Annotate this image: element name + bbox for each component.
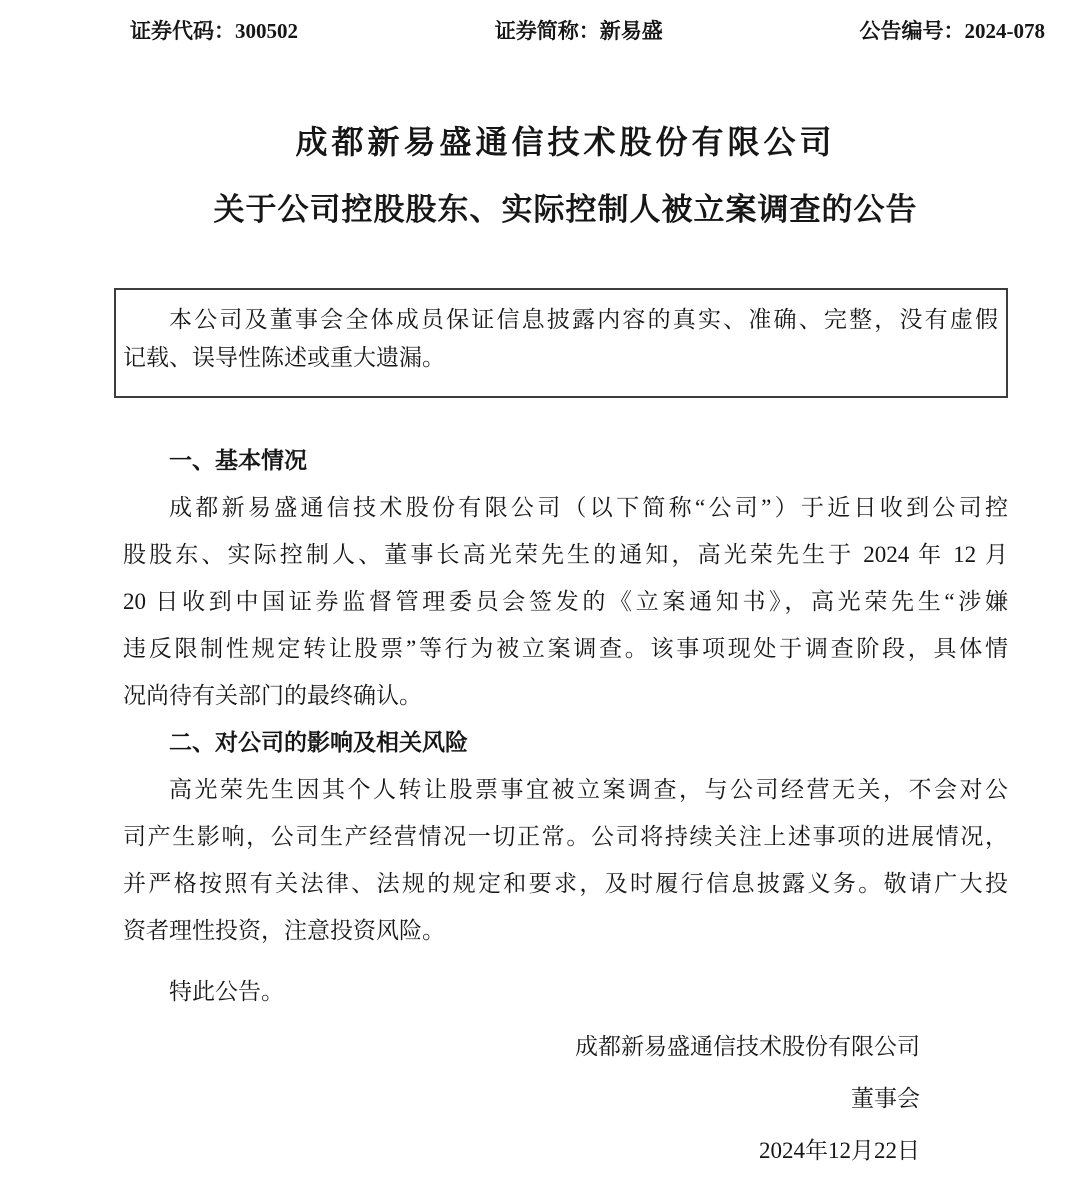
signature-board: 董事会 [851,1086,920,1111]
stock-code-label: 证券代码： [130,19,235,43]
section-2-line: 司产生影响，公司生产经营情况一切正常。公司将持续关注上述事项的进展情况， [123,824,1008,849]
announcement-title: 关于公司控股股东、实际控制人被立案调查的公告 [213,192,918,227]
stock-name-value: 新易盛 [599,19,663,43]
announcement-number [860,16,1046,46]
section-1-line: 况尚待有关部门的最终确认。 [123,683,422,708]
section-1-line: 成都新易盛通信技术股份有限公司（以下简称“公司”）于近日收到公司控 [169,495,1008,520]
stock-code [130,16,298,46]
signature-date: 2024年12月22日 [759,1138,920,1163]
title-block [123,120,1008,232]
company-title: 成都新易盛通信技术股份有限公司 [295,124,836,160]
stock-code-value: 300502 [235,19,298,43]
announcement-number-label: 公告编号： [859,19,965,43]
closing-statement: 特此公告。 [169,979,284,1004]
signature-company: 成都新易盛通信技术股份有限公司 [575,1034,920,1059]
section-1-line: 20 日收到中国证券监督管理委员会签发的《立案通知书》，高光荣先生“涉嫌 [123,589,1008,614]
section-1-heading: 一、基本情况 [169,447,307,473]
section-2-line: 并严格按照有关法律、法规的规定和要求，及时履行信息披露义务。敬请广大投 [123,871,1008,896]
section-2-line: 高光荣先生因其个人转让股票事宜被立案调查，与公司经营无关，不会对公 [169,777,1008,802]
stock-name [495,16,663,46]
document-body [123,437,1008,1177]
section-2-heading: 二、对公司的影响及相关风险 [169,729,468,755]
announcement-number-value: 2024-078 [964,19,1045,43]
disclaimer-line: 本公司及董事会全体成员保证信息披露内容的真实、准确、完整，没有虚假 [169,307,998,332]
disclaimer-box [114,288,1008,398]
section-1-line: 违反限制性规定转让股票”等行为被立案调查。该事项现处于调查阶段，具体情 [123,636,1008,661]
stock-name-label: 证券简称： [494,19,600,43]
section-2-line: 资者理性投资，注意投资风险。 [123,918,445,943]
section-1-line: 股股东、实际控制人、董事长高光荣先生的通知，高光荣先生于 2024 年 12 月 [123,542,1008,567]
document-meta-header [130,0,1045,46]
disclaimer-line: 记载、误导性陈述或重大遗漏。 [123,345,445,370]
signature-block [123,1021,1008,1177]
